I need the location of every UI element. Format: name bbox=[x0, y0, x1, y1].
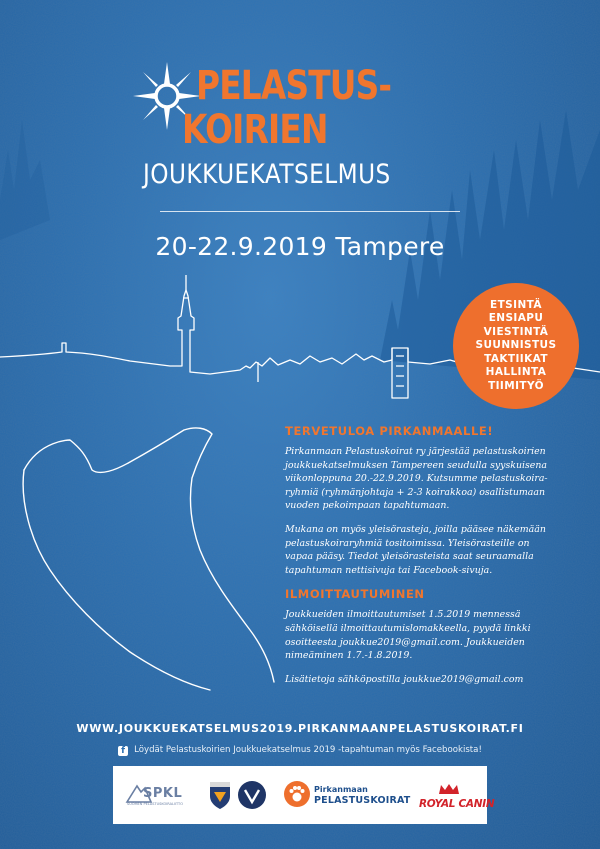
dog-head-outline bbox=[23, 428, 274, 690]
activity-item: HALLINTA bbox=[485, 366, 547, 379]
activities-badge bbox=[453, 283, 579, 409]
royal-canin-text: ROYAL CANIN bbox=[419, 798, 495, 810]
title-divider bbox=[160, 211, 460, 212]
activity-item: TIIMITYÖ bbox=[488, 379, 544, 392]
facebook-text: Löydät Pelastuskoirien Joukkuekatselmus 2019 -tapahtuman myös Facebookista! bbox=[134, 745, 482, 755]
emblem-icon bbox=[237, 780, 267, 810]
sponsor-logos-bar bbox=[113, 766, 495, 824]
public-stations-paragraph: Mukana on myös yleisörasteja, joilla pääsee näkemään pelastuskoiraryhmiä tositoimissa. Yleisörasteille on vapaa pääsy. Tiedot yleisörasteista saat seuraamalla tapahtuman nettisivuja tai Facebook-sivuja. bbox=[285, 523, 546, 576]
welcome-paragraph: Pirkanmaan Pelastuskoirat ry järjestää pelastuskoirien joukkuekatselmuksen Tampereen seudulla syyskuisena viikonloppuna 20.-22.9.2019. Kutsumme pelastuskoira-ryhmiä (ryhmänjohtaja + 2-3 koirakkoa) osallistumaan vuoden pekoimpaan tapahtumaan. bbox=[285, 446, 548, 512]
registration-heading: ILMOITTAUTUMINEN bbox=[285, 587, 425, 602]
pirkanmaan-pelastuskoirat-logo bbox=[283, 766, 411, 824]
info-content bbox=[285, 424, 560, 696]
title-line-3: JOUKKUEKATSELMUS bbox=[143, 159, 391, 190]
spkl-subtitle: SUOMEN PELASTUSKOIRALIITTO bbox=[127, 802, 183, 806]
title-line-1: PELASTUS- bbox=[196, 63, 392, 109]
event-date: 20-22.9.2019 Tampere bbox=[155, 232, 445, 261]
spkl-text: SPKL bbox=[143, 786, 183, 801]
spkl-logo bbox=[121, 766, 189, 824]
pirkanmaan-text: Pirkanmaan bbox=[314, 785, 368, 794]
activity-item: ENSIAPU bbox=[488, 312, 544, 325]
activity-item: ETSINTÄ bbox=[490, 298, 542, 311]
contact-paragraph: Lisätietoja sähköpostilla joukkue2019@gmail.com bbox=[285, 673, 524, 685]
facebook-line bbox=[0, 744, 600, 756]
website-url[interactable]: WWW.JOUKKUEKATSELMUS2019.PIRKANMAANPELASTUSKOIRAT.FI bbox=[76, 722, 524, 735]
title-line-2: KOIRIEN bbox=[182, 107, 328, 153]
round-emblem-logo bbox=[235, 766, 271, 824]
activity-item: VIESTINTÄ bbox=[483, 325, 549, 338]
welcome-heading: TERVETULOA PIRKANMAALLE! bbox=[285, 424, 494, 438]
pelastuskoirat-text: PELASTUSKOIRAT bbox=[314, 795, 411, 806]
crown-icon bbox=[437, 782, 461, 796]
activity-item: TAKTIIKAT bbox=[484, 352, 548, 365]
facebook-icon: f bbox=[118, 746, 128, 756]
activities-list bbox=[476, 299, 557, 394]
registration-paragraph: Joukkueiden ilmoittautumiset 1.5.2019 mennessä sähköisellä ilmoittautumislomakkeella, pyydä linkki osoitteesta joukkue2019@gmail.com. Joukkueiden nimeäminen 1.7.-1.8.2019. bbox=[285, 609, 531, 662]
shield-logo bbox=[208, 766, 238, 824]
activity-item: SUUNNISTUS bbox=[475, 339, 557, 352]
shield-icon bbox=[208, 780, 232, 810]
paw-badge-icon bbox=[283, 780, 311, 808]
royal-canin-logo bbox=[413, 766, 495, 824]
